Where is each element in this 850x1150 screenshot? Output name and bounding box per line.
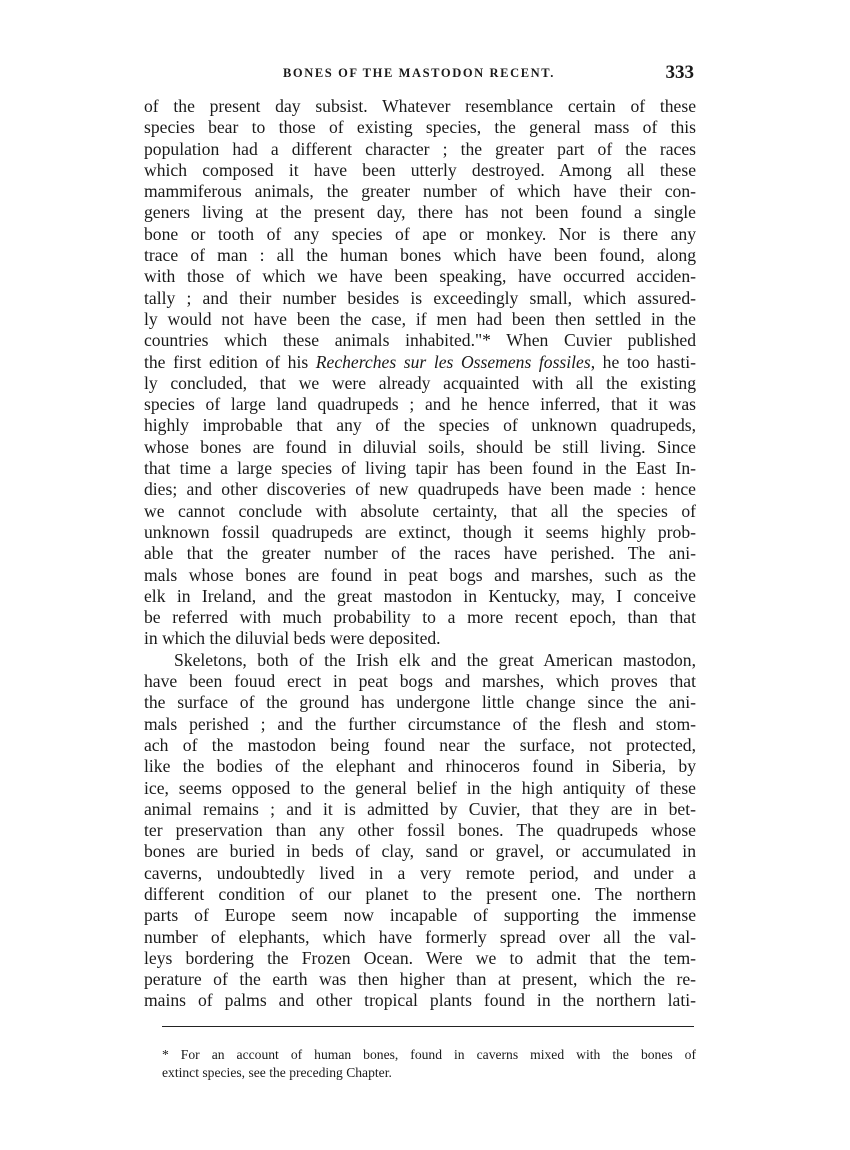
body-text bbox=[144, 96, 696, 1012]
text-line: have been fouud erect in peat bogs and marshes, which proves that bbox=[144, 671, 696, 692]
footnote-rule bbox=[162, 1026, 694, 1027]
text-line: like the bodies of the elephant and rhinoceros found in Siberia, by bbox=[144, 756, 696, 777]
text-line: we cannot conclude with absolute certainty, that all the species of bbox=[144, 500, 696, 521]
text-line: Skeletons, both of the Irish elk and the great American mastodon, bbox=[174, 649, 696, 670]
text-line: ly concluded, that we were already acquainted with all the existing bbox=[144, 372, 696, 393]
text-line: that time a large species of living tapir has been found in the East In- bbox=[144, 458, 696, 479]
text-line: bone or tooth of any species of ape or monkey. Nor is there any bbox=[144, 223, 696, 244]
text-line: be referred with much probability to a more recent epoch, than that bbox=[144, 607, 696, 628]
text-line: trace of man : all the human bones which have been found, along bbox=[144, 245, 696, 266]
text-line: which composed it have been utterly destroyed. Among all these bbox=[144, 159, 696, 180]
text-line: dies; and other discoveries of new quadrupeds have been made : hence bbox=[144, 479, 696, 500]
text-line: ly would not have been the case, if men had been then settled in the bbox=[144, 308, 696, 329]
text-line: species bear to those of existing species, the general mass of this bbox=[144, 117, 696, 138]
footnote-line: * For an account of human bones, found in caverns mixed with the bones of bbox=[162, 1047, 696, 1062]
footnote bbox=[162, 1046, 696, 1081]
book-title-italic: Recherches sur les Ossemens fossiles bbox=[315, 351, 591, 372]
text-line: the surface of the ground has undergone little change since the ani- bbox=[144, 692, 696, 713]
text-line: in which the diluvial beds were deposited. bbox=[144, 628, 441, 649]
text-line: with those of which we have been speaking, have occurred acciden- bbox=[144, 266, 696, 287]
text-line: population had a different character ; the greater part of the races bbox=[144, 138, 696, 159]
text-line: of the present day subsist. Whatever resemblance certain of these bbox=[144, 96, 696, 116]
page-number: 333 bbox=[665, 62, 694, 83]
text-line: mains of palms and other tropical plants found in the northern lati- bbox=[144, 990, 696, 1011]
text-line: highly improbable that any of the species of unknown quadrupeds, bbox=[144, 415, 696, 436]
text-line: animal remains ; and it is admitted by Cuvier, that they are in bet- bbox=[144, 798, 696, 819]
text-line: ice, seems opposed to the general belief in the high antiquity of these bbox=[144, 777, 696, 798]
text-line: unknown fossil quadrupeds are extinct, though it seems highly prob- bbox=[144, 521, 696, 542]
page-header bbox=[144, 64, 694, 86]
text-line: countries which these animals inhabited."* When Cuvier published bbox=[144, 330, 696, 351]
text-line: bones are buried in beds of clay, sand or gravel, or accumulated in bbox=[144, 841, 696, 862]
text-line: perature of the earth was then higher than at present, which the re- bbox=[144, 969, 696, 990]
footnote-line: extinct species, see the preceding Chapter. bbox=[162, 1064, 392, 1080]
text-line: whose bones are found in diluvial soils, should be still living. Since bbox=[144, 436, 696, 457]
text-line: mals whose bones are found in peat bogs and marshes, such as the bbox=[144, 564, 696, 585]
text-line: parts of Europe seem now incapable of supporting the immense bbox=[144, 905, 696, 926]
text-line: ter preservation than any other fossil bones. The quadrupeds whose bbox=[144, 820, 696, 841]
text-line: tally ; and their number besides is exceedingly small, which assured- bbox=[144, 287, 696, 308]
text-line: mals perished ; and the further circumstance of the flesh and stom- bbox=[144, 713, 696, 734]
text-line: species of large land quadrupeds ; and he hence inferred, that it was bbox=[144, 394, 696, 415]
text-line: geners living at the present day, there has not been found a single bbox=[144, 202, 696, 223]
text-line: elk in Ireland, and the great mastodon in Kentucky, may, I conceive bbox=[144, 585, 696, 606]
text-line: different condition of our planet to the present one. The northern bbox=[144, 883, 696, 904]
text-line: ach of the mastodon being found near the surface, not protected, bbox=[144, 734, 696, 755]
running-head: BONES OF THE MASTODON RECENT. bbox=[282, 66, 556, 80]
text-line-with-italic-title: the first edition of his Recherches sur les Ossemens fossiles, he too hasti- bbox=[144, 351, 696, 372]
text-line: caverns, undoubtedly lived in a very remote period, and under a bbox=[144, 862, 696, 883]
text-line: able that the greater number of the races have perished. The ani- bbox=[144, 543, 696, 564]
text-line: leys bordering the Frozen Ocean. Were we to admit that the tem- bbox=[144, 947, 696, 968]
text-line: number of elephants, which have formerly spread over all the val- bbox=[144, 926, 696, 947]
text-line: mammiferous animals, the greater number of which have their con- bbox=[144, 181, 696, 202]
